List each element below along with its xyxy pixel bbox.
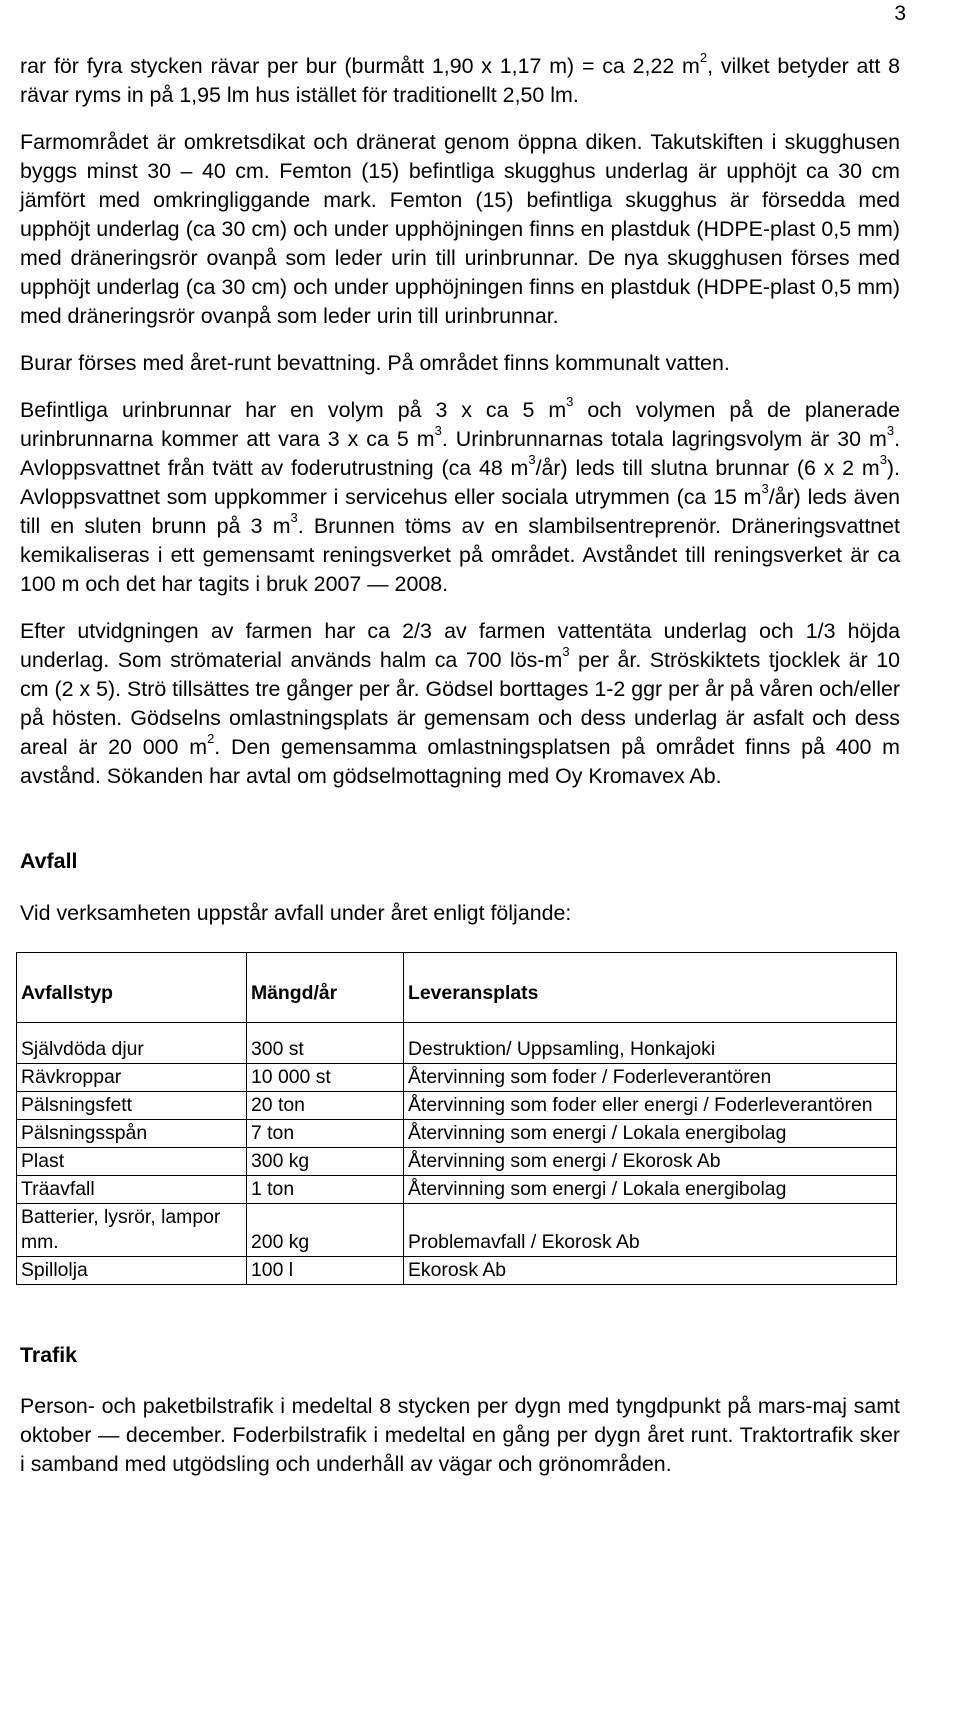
cell-waste-type: Pälsningsfett (17, 1092, 247, 1120)
table-row (17, 1023, 897, 1064)
paragraph-urine-wells: Befintliga urinbrunnar har en volym på 3 x ca 5 $m^3$ och volymen på de planerade urinbrunnarna kommer att vara 3 x ca 5 $m^3$. Urinbrunnarnas totala lagringsvolym är 30 $m^3$. Avloppsvattnet från tvätt av foderutrustning (ca 48 $m^3/år$) leds till slutna brunnar (6 x 2 $m^3$). Avloppsvattnet som uppkommer i servicehus eller sociala utrymmen (ca 15 $m^3/år$) leds även till en sluten brunn på 3 $m^3$. Brunnen töms av en slambilsentreprenör. Dräneringsvattnet kemikaliseras i ett gemensamt reningsverket på området. Avståndet till reningsverket är ca 100 m och det har tagits i bruk 2007 — 2008. (20, 393, 901, 596)
cell-amount: 7 ton (247, 1120, 404, 1148)
heading-avfall: Avfall (20, 849, 78, 873)
avfall-intro: Vid verksamheten uppstår avfall under året enligt följande: (20, 901, 572, 925)
cell-destination: Återvinning som foder eller energi / Foderleverantören (404, 1092, 897, 1120)
cell-destination: Problemavfall / Ekorosk Ab (404, 1204, 897, 1257)
cell-destination: Ekorosk Ab (404, 1257, 897, 1285)
table-row (17, 1064, 897, 1092)
cell-destination: Återvinning som energi / Lokala energibolag (404, 1120, 897, 1148)
paragraph-trafik: Person- och paketbilstrafik i medeltal 8 stycken per dygn med tyngdpunkt på mars-maj samt oktober — december. Foderbilstrafik i medeltal en gång per dygn året runt. Traktortrafik sker i samband med utgödsling och underhåll av vägar och grönområden. (20, 1394, 900, 1476)
cell-waste-type: Självdöda djur (17, 1023, 247, 1064)
cell-destination: Destruktion/ Uppsamling, Honkajoki (404, 1023, 897, 1064)
table-row (17, 1257, 897, 1285)
cell-waste-type: Batterier, lysrör, lampor mm. (17, 1204, 247, 1257)
cell-waste-type: Pälsningsspån (17, 1120, 247, 1148)
cell-amount: 200 kg (247, 1204, 404, 1257)
heading-trafik: Trafik (20, 1343, 78, 1367)
cell-amount: 100 l (247, 1257, 404, 1285)
cell-destination: Återvinning som foder / Foderleverantören (404, 1064, 897, 1092)
paragraph-bedding: Efter utvidgningen av farmen har ca 2/3 av farmen vattentäta underlag och 1/3 höjda underlag. Som strömaterial används halm ca 700 lös-$m^3$ per år. Ströskiktets tjocklek är 10 cm (2 x 5). Strö tillsättes tre gånger per år. Gödsel borttages 1-2 ggr per år på våren och/eller på hösten. Gödselns omlastningsplats är gemensam och dess underlag är asfalt och dess areal är 20 000 $m^2$. Den gemensamma omlastningsplatsen på området finns på 400 m avstånd. Sökanden har avtal om gödselmottagning med Oy Kromavex Ab. (20, 619, 900, 788)
page-number: 3 (894, 2, 906, 25)
paragraph-cages: rar för fyra stycken rävar per bur (burmått 1,90 x 1,17 m) = ca 2,22 $m^2$, vilket betyder att 8 rävar ryms in på 1,95 lm hus istället för traditionellt 2,50 lm. (20, 49, 900, 107)
cell-destination: Återvinning som energi / Lokala energibolag (404, 1176, 897, 1204)
paragraph-drainage: Farmområdet är omkretsdikat och dränerat genom öppna diken. Takutskiften i skugghusen byggs minst 30 – 40 cm. Femton (15) befintliga skugghus underlag är upphöjt ca 30 cm jämfört med omkringliggande mark. Femton (15) befintliga skugghus är försedda med upphöjt underlag (ca 30 cm) och under upphöjningen finns en plastduk (HDPE-plast 0,5 mm) med dräneringsrör ovanpå som leder urin till urinbrunnar. De nya skugghusen förses med upphöjt underlag (ca 30 cm) och under upphöjningen finns en plastduk (HDPE-plast 0,5 mm) med dräneringsrör ovanpå som leder urin till urinbrunnar. (20, 130, 900, 328)
table-row (17, 1092, 897, 1120)
document-body (20, 49, 901, 1479)
table-header-row (17, 953, 897, 1023)
header-waste-type: Avfallstyp (17, 953, 247, 1023)
cell-amount: 10 000 st (247, 1064, 404, 1092)
waste-table (16, 952, 897, 1285)
header-destination: Leveransplats (404, 953, 897, 1023)
cell-amount: 300 st (247, 1023, 404, 1064)
table-row (17, 1176, 897, 1204)
cell-waste-type: Rävkroppar (17, 1064, 247, 1092)
table-row (17, 1148, 897, 1176)
cell-amount: 300 kg (247, 1148, 404, 1176)
cell-waste-type: Spillolja (17, 1257, 247, 1285)
cell-waste-type: Plast (17, 1148, 247, 1176)
cell-amount: 1 ton (247, 1176, 404, 1204)
cell-amount: 20 ton (247, 1092, 404, 1120)
paragraph-irrigation: Burar förses med året-runt bevattning. På området finns kommunalt vatten. (20, 351, 730, 375)
header-amount: Mängd/år (247, 953, 404, 1023)
cell-waste-type: Träavfall (17, 1176, 247, 1204)
table-row (17, 1204, 897, 1257)
cell-destination: Återvinning som energi / Ekorosk Ab (404, 1148, 897, 1176)
table-row (17, 1120, 897, 1148)
